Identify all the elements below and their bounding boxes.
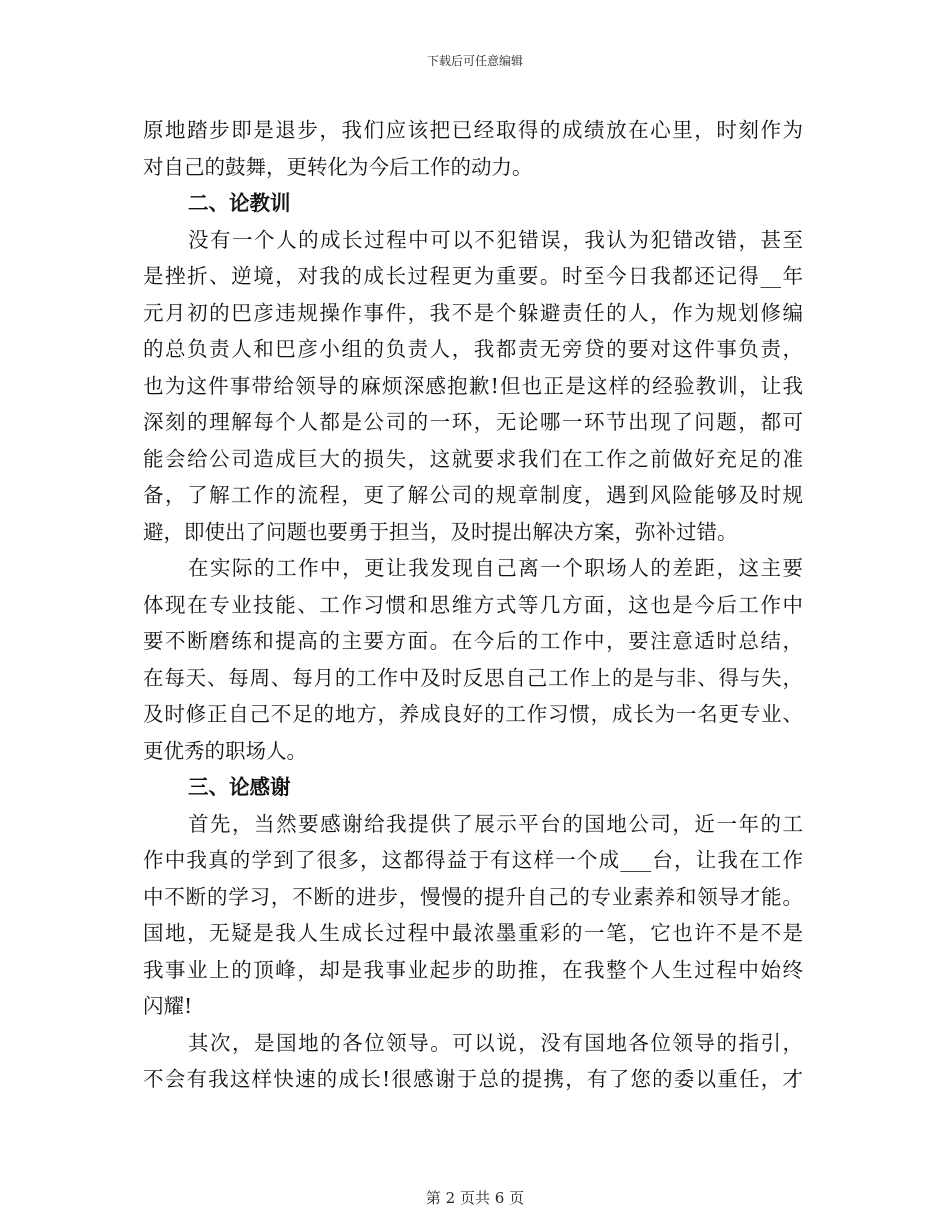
page-header: 下载后可任意编辑	[426, 54, 523, 68]
text-line: 对自己的鼓舞，更转化为今后工作的动力。	[143, 154, 533, 179]
text-line: 原地踏步即是退步，我们应该把已经取得的成绩放在心里，时刻作为	[143, 118, 803, 142]
text-line: 作中我真的学到了很多，这都得益于有这样一个成___台，让我在工作	[143, 848, 803, 872]
text-line: 及时修正自己不足的地方，养成良好的工作习惯，成长为一名更专业、	[143, 702, 803, 726]
text-line: 也为这件事带给领导的麻烦深感抱歉!但也正是这样的经验教训，让我	[143, 373, 803, 398]
text-line: 深刻的理解每个人都是公司的一环，无论哪一环节出现了问题，都可	[143, 410, 803, 434]
page-footer: 第 2 页共 6 页	[425, 1189, 525, 1207]
text-line: 要不断磨练和提高的主要方面。在今后的工作中，要注意适时总结，	[143, 629, 803, 653]
text-line: 的总负责人和巴彦小组的负责人，我都责无旁贷的要对这件事负责，	[143, 337, 803, 361]
text-line: 中不断的学习，不断的进步，慢慢的提升自己的专业素养和领导才能。	[143, 884, 803, 909]
text-line: 没有一个人的成长过程中可以不犯错误，我认为犯错改错，甚至	[188, 227, 803, 252]
text-line: 避，即使出了问题也要勇于担当，及时提出解决方案，弥补过错。	[143, 519, 738, 544]
text-line: 元月初的巴彦违规操作事件，我不是个躲避责任的人，作为规划修编	[143, 300, 803, 325]
text-line: 能会给公司造成巨大的损失，这就要求我们在工作之前做好充足的准	[143, 446, 803, 471]
document-body	[143, 112, 803, 1098]
text-line: 不会有我这样快速的成长!很感谢于总的提携，有了您的委以重任，才	[143, 1067, 803, 1091]
text-line: 首先，当然要感谢给我提供了展示平台的国地公司，近一年的工	[188, 811, 803, 836]
text-line: 闪耀!	[143, 994, 193, 1018]
text-line: 国地，无疑是我人生成长过程中最浓墨重彩的一笔，它也许不是不是	[143, 921, 803, 945]
text-line: 体现在专业技能、工作习惯和思维方式等几方面，这也是今后工作中	[143, 592, 803, 617]
text-line: 更优秀的职场人。	[143, 738, 307, 763]
text-line: 是挫折、逆境，对我的成长过程更为重要。时至今日我都还记得__年	[143, 264, 803, 288]
text-line: 在实际的工作中，更让我发现自己离一个职场人的差距，这主要	[188, 556, 803, 580]
text-line: 我事业上的顶峰，却是我事业起步的助推，在我整个人生过程中始终	[143, 957, 803, 982]
text-line: 备，了解工作的流程，更了解公司的规章制度，遇到风险能够及时规	[143, 483, 803, 507]
text-line: 其次，是国地的各位领导。可以说，没有国地各位领导的指引，	[188, 1030, 803, 1055]
text-line: 在每天、每周、每月的工作中及时反思自己工作上的是与非、得与失，	[143, 665, 803, 690]
section-heading: 二、论教训	[188, 191, 291, 215]
section-heading: 三、论感谢	[188, 775, 291, 799]
